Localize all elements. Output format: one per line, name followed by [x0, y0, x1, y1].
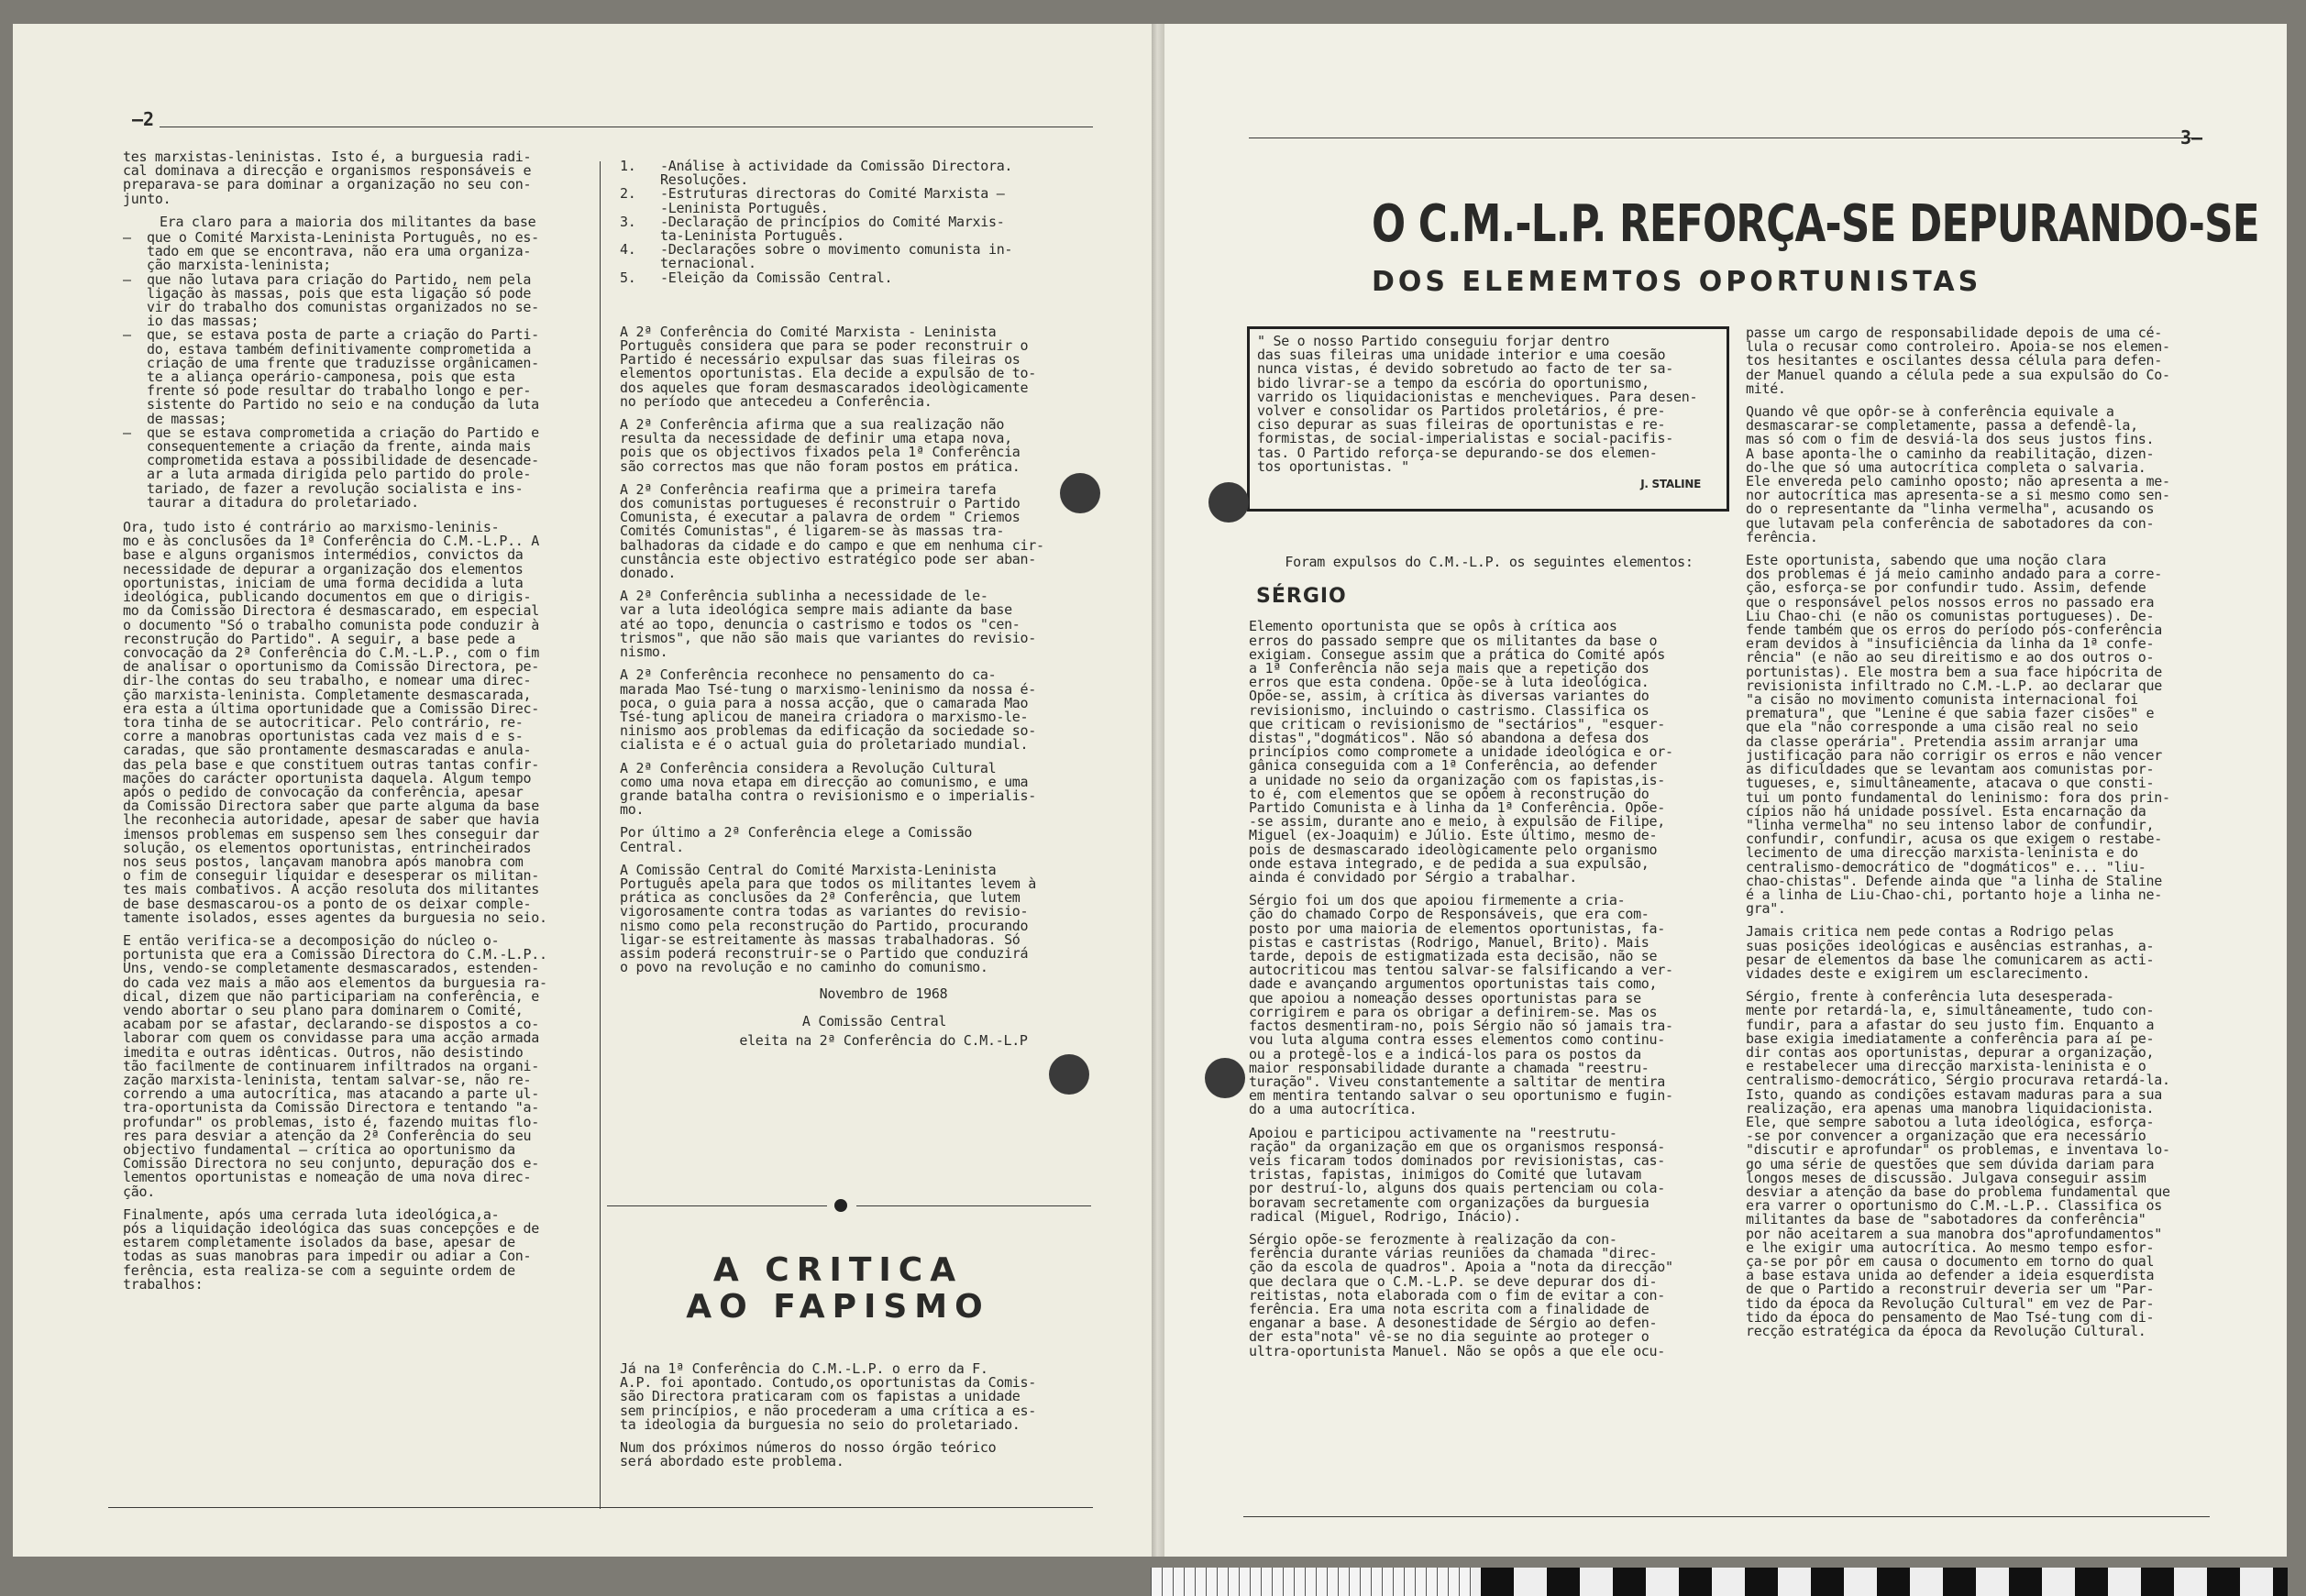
critica-body — [620, 1362, 1092, 1478]
list-item: — que, se estava posta de parte a criação do Parti- do, estava também definitivamente comprometida a criação de uma frente que traduzisse orgânicamen- te a aliança operário-camponesa, pois que esta frente só pode resultar do trabalho longo e per- sistente do Partido no seio e na condução da luta de massas; — [123, 326, 539, 427]
quote-text: " Se o nosso Partido conseguiu forjar dentro das suas fileiras uma unidade interior e uma coesão nunca vistas, é devido sobretudo ao facto de ter sa- bido livrar-se a tempo da escória do oportunismo, varrido os liquidacionistas e mencheviques. Para desen- volver e consolidar os Partidos proletários, é pre- ciso depurar as suas fileiras de oportunistas e re- formistas, de social-imperialistas e social-pacifis- tas. O Partido reforça-se depurando-se dos elemen- tos oportunistas. " — [1257, 333, 1698, 475]
paragraph: passe um cargo de responsabilidade depois de uma cé- lula o recusar como controleiro. Apoia-se nos elemen- tos hesitantes e oscilantes dessa célula para defen- der Manuel quando a célula pede a sua expulsão do Co- mité. — [1746, 325, 2170, 397]
paragraph: Ora, tudo isto é contrário ao marxismo-leninis- mo e às conclusões da 1ª Conferência do C.M.-L.P.. A base e alguns organismos intermédios, convictos da necessidade de depurar a organização dos elementos oportunistas, iniciam de uma forma decidida a luta ideológica, publicando documentos em que o dirigis- mo da Comissão Directora é desmascarado, em especial o documento "Só o trabalho comunista pode conduzir à reconstrução do Partido". A seguir, a base pede a convocação da 2ª Conferência do C.M.-L.P., com o fim de analisar o oportunismo da Comissão Directora, pe- dir-lhe contas do seu trabalho, e nomear uma direc- ção marxista-leninista. Completamente desmascarada, era esta a última oportunidade que a Comissão Direc- tora tinha de se autocriticar. Pelo contrário, re- corre a manobras oportunistas cada vez mais d e s- caradas, que são prontamente desmascaradas e anula- das pela base e que constituem outras tantas confir- mações do carácter oportunista daquela. Algum tempo após o pedido de convocação da conferência, apesar da Comissão Directora saber que parte alguma da base lhe reconhecia autoridade, apesar de saber que havia imensos problemas em suspenso sem lhes conseguir dar solução, os elementos oportunistas, entrincheirados nos seus postos, lançavam manobra após manobra com o fim de conseguir liquidar e desesperar os militan- tes mais combativos. A acção resoluta dos militantes de base desmascarou-os a ponto de os deixar comple- tamente isolados, esses agentes da burguesia no seio. — [123, 519, 547, 926]
divider-rule-right — [856, 1205, 1091, 1206]
paragraph: Jamais critica nem pede contas a Rodrigo pelas suas posições ideológicas e ausências estranhas, a- pesar de elementos da base lhe comunicarem as acti- vidades deste e exigirem um esclarecimento. — [1746, 923, 2155, 982]
list-item: 3. -Declaração de princípios do Comité Marxis- ta-Leninista Português. — [620, 213, 1005, 245]
paragraph: Num dos próximos números do nosso órgão teórico será abordado este problema. — [620, 1439, 997, 1470]
date: Novembro de 1968 — [819, 985, 948, 1003]
ruler-scale — [1151, 1568, 1472, 1596]
paragraph: tes marxistas-leninistas. Isto é, a burguesia radi- cal dominava a direcção e organismos responsáveis e preparava-se para dominar a organização no seu con- junto. — [123, 149, 532, 207]
critica-title: A CRITICA AO FAPISMO — [686, 1251, 990, 1326]
paragraph: Sérgio opõe-se ferozmente à realização da con- ferência durante várias reuniões da chamada "direc- ção da escola de quadros". Apoia a "nota da direcção" que declara que o C.M.-L.P. se deve depurar dos di- reitistas, nota elaborada com o fim de evitar a con- ferência. Era uma nota escrita com a finalidade de enganar a base. A desonestidade de Sérgio ao defen- der esta"nota" vê-se no dia seguinte ao proteger o ultra-oportunista Manuel. Não se opôs a que ele ocu- — [1249, 1230, 1673, 1359]
list-item: — que se estava comprometida a criação do Partido e consequentemente a criação da frente, ainda mais comprometida estava a possibilidade de desencade- ar a luta armada dirigida pelo partido do prole- tariado, de fazer a revolução socialista e ins- taurar a ditadura do proletariado. — [123, 424, 539, 511]
column-divider — [600, 161, 601, 1509]
page-number: —2 — [132, 108, 155, 130]
divider-dot — [834, 1199, 847, 1212]
paragraph: Sérgio, frente à conferência luta desesperada- mente por retardá-la, e, simultâneamente, tudo con- fundir, para a afastar do seu justo fim. Enquanto a base exigia imediatamente a conferência para aí pe- dir contas aos oportunistas, depurar a organização, e restabelecer uma direcção marxista-leninista e o centralismo-democrático, Sérgio procurava retardá-la. Isto, quando as condições estavam maduras para a sua realização, era apenas uma manobra liquidacionista. Ele, que sempre sabotou a luta ideológica, esforça- -se por convencer a organização que era necessário "discutir e aprofundar" os problemas, e inventava lo- go uma série de questões que sem dúvida dariam para longos meses de discussão. Julgava conseguir assim desviar a atenção da base do problema fundamental que era varrer o oportunismo do C.M.-L.P.. Classifica os militantes da base de "sabotadores da conferência" por não aceitarem a sua manobra dos"aprofundamentos" e lhe exigir uma autocrítica. Ao mesmo tempo esfor- ça-se por pôr em causa o documento em torno do qual a base estava unida ao defender a ideia esquerdista de que o Partido a reconstruir deveria ser um "Par- tido da época da Revolução Cultural" em vez de Par- tido da época do pensamento de Mao Tsé-tung com di- recção estratégica da época da Revolução Cultural. — [1746, 988, 2170, 1340]
paragraph: Este oportunista, sabendo que uma noção clara dos problemas é já meio caminho andado para a corre- ção, esforça-se por confundir tudo. Assim, defende que o responsável pelos nossos erros no passado era Liu Chao-chi (e não os comunistas portugueses). De- fende também que os erros do período pós-conferência eram devidos à "insuficiência da linha da 1ª confe- rência" (e não ao seu direitismo e ao dos outros o- portunistas). Ele mostra bem a sua face hipócrita de revisionista infiltrado no C.M.-L.P. ao declarar que "a cisão no movimento comunista internacional foi prematura", que "Lenine é que sabia fazer cisões" e que ela "não corresponde a uma cisão real no seio da classe operária". Pretendia assim arranjar uma justificação para não corrigir os erros e não vencer as dificuldades que se levantam aos comunistas por- tugueses, e, simultâneamente, atacava o que consti- tui um ponto fundamental do leninismo: fora dos prin- cípios não há unidade possível. Esta encarnação da "linha vermelha" no seu intenso labor de confundir, confundir, confundir, acusa os que exigem o restabe- lecimento de uma direcção marxista-leninista e do centralismo-democrático de "dogmáticos" e... "liu- chao-chistas". Defende ainda que "a linha de Staline é a linha de Liu-Chao-chi, portanto hoje a linha ne- gra". — [1746, 552, 2170, 918]
list-item: 2. -Estruturas directoras do Comité Marxista — -Leninista Português. — [620, 185, 1005, 216]
quote-box — [1247, 326, 1729, 512]
paragraph: Apoiou e participou activamente na "reestrutu- ração" da organização em que os organismos responsá- veis ficaram todos dominados por revisionistas, cas- tristas, fapistas, inimigos do Comité que lutavam por destruí-lo, alguns dos quais pertenciam ou cola- boravam secretamente com organizações da burguesia radical (Miguel, Rodrigo, Inácio). — [1249, 1124, 1666, 1225]
left-column-2 — [620, 160, 1092, 1048]
signature-line-1: A Comissão Central — [801, 1012, 947, 1029]
punch-hole — [1205, 1058, 1245, 1098]
scale-ruler — [1151, 1568, 2288, 1596]
paragraph: Já na 1ª Conferência do C.M.-L.P. o erro da F. A.P. foi apontado. Contudo,os oportunistas da Comis- são Directora praticaram com os fapistas a unidade sem princípios, e não procederam a uma crítica a es- ta ideologia da burguesia no seio do proletariado. — [620, 1360, 1037, 1433]
section-heading: SÉRGIO — [1256, 585, 1347, 609]
punch-hole — [1060, 473, 1100, 513]
paragraph: A 2ª Conferência afirma que a sua realização não resulta da necessidade de definir uma etapa nova, pois que os objectivos fixados pela 1ª Conferência são correctos mas que não foram postos em prática. — [620, 416, 1021, 475]
paragraph: A 2ª Conferência do Comité Marxista - Leninista Português considera que para se poder reconstruir o Partido é necessário expulsar das suas fileiras os elementos oportunistas. Ela decide a expulsão de to- dos aqueles que foram desmascarados ideològicamente no período que antecedeu a Conferência. — [620, 323, 1037, 410]
footer-rule — [108, 1507, 1093, 1508]
paragraph: A 2ª Conferência reconhece no pensamento do ca- marada Mao Tsé-tung o marxismo-leninismo da nossa é- poca, o guia para a nossa acção, que o camarada Mao Tsé-tung aplicou de maneira criadora o marxismo-le- ninismo aos problemas da edificação da sociedade so- cialista e é o actual guia do proletariado mundial. — [620, 666, 1037, 754]
right-page — [1164, 24, 2287, 1557]
quote-author: J. STALINE — [1640, 478, 1701, 491]
punch-hole — [1208, 482, 1249, 523]
intro-line: Foram expulsos do C.M.-L.P. os seguintes elementos: — [1285, 554, 1694, 570]
sub-title: DOS ELEMEMTOS OPORTUNISTAS — [1372, 266, 1982, 298]
paragraph: Quando vê que opôr-se à conferência equivale a desmascarar-se completamente, passa a defendê-la, mas só com o fim de desviá-la dos seus justos fins. A base aponta-lhe o caminho da reabilitação, dizen- do-lhe que só uma autocrítica completa o salvaria. Ele enveredа pelo caminho oposto; não apresenta a me- nor autocrítica mas apresenta-se a si mesmo como sen- do o representante da "linha vermelha", acusando os que lutavam pela conferência de sabotadores da con- ferência. — [1746, 403, 2170, 545]
paragraph: A Comissão Central do Comité Marxista-Leninista Português apela para que todos os militantes levem à prática as conclusões da 2ª Conferência, que lutem vigorosamente contra todas as variantes do revisio- nismo como pela reconstrução do Partido, procurando ligar-se estreitamente às massas trabalhadoras. Só assim poderá reconstruir-se o Partido que conduzirá o povo na revolução e no caminho do comunismo. — [620, 861, 1037, 976]
main-title: O C.M.-L.P. REFORÇA-SE DEPURANDO-SE — [1372, 194, 2259, 254]
signature-line-2: eleita na 2ª Conferência do C.M.-L.P — [739, 1031, 1028, 1049]
punch-hole — [1049, 1054, 1089, 1095]
list-item: — que o Comité Marxista-Leninista Português, no es- tado em que se encontrava, não era uma organiza- ção marxista-leninista; — [123, 229, 539, 274]
paragraph: Sérgio foi um dos que apoiou firmemente a cria- ção do chamado Corpo de Responsáveis, que era com- posto por uma maioria de elementos oportunistas, fa- pistas e castristas (Rodrigo, Manuel, Brito). Mais tarde, depois de estigmatizada esta decisão, não se autocriticou mas tentou salvar-se falsificando a ver- dade e avançando argumentos oportunistas tais como, que apoiou a nomeação desses oportunistas para se corrigirem e para os obrigar a definirem-se. Mas os factos desmentiram-no, pois Sérgio não só jamais tra- vou luta alguma contra esses elementos como continu- ou a protegê-los e a indicá-los para os postos da maior responsabilidade durante a chamada "reestru- turação". Viveu constantemente a saltitar de mentira em mentira tentando salvar o seu oportunismo e fugin- do a uma autocrítica. — [1249, 892, 1673, 1118]
paragraph: Era claro para a maioria dos militantes da base — [160, 213, 536, 230]
agenda-list — [620, 160, 1092, 285]
footer-rule — [1243, 1516, 2210, 1517]
paragraph: Finalmente, após uma cerrada luta ideológica,a- pós a liquidação ideológica das suas concepções e de estarem completamente isolados da base, apesar de todas as suas manobras para impedir ou adiar a Con- ferência, esta realiza-se com a seguinte ordem de trabalhos: — [123, 1205, 540, 1293]
paragraph: Por último a 2ª Conferência elege a Comissão Central. — [620, 824, 973, 855]
right-column-2 — [1746, 326, 2219, 1348]
paragraph: Elemento oportunista que se opôs à crítica aos erros do passado sempre que os militantes da base o exigiam. Consegue assim que a prática do Comité após a 1ª Conferência não seja mais que a repetição dos erros que esta condena. Opõe-se à luta ideológica. Opõe-se, assim, à crítica às diversas variantes do revisionismo, incluindo o castrismo. Classifica os que criticam o revisionismo de "sectários", "esquer- distas","dogmáticos". Não só abandona a defesa dos princípios como compromete a unidade ideológica e or- gânica conseguida com a 1ª Conferência, ao defender a unidade no seio da organização com os fapistas,is- to é, com elementos que se opõem à reconstrução do Partido Comunista e à linha da 1ª Conferência. Opõe- -se assim, durante ano e meio, à expulsão de Filipe, Miguel (ex-Joaquim) e Júlio. Este último, mesmo de- pois de desmascarado ideològicamente pelo organismo onde estava integrado, e de pedida a sua expulsão, ainda é convidado por Sérgio a trabalhar. — [1249, 618, 1673, 886]
list-item: 1. -Análise à actividade da Comissão Directora. Resoluções. — [620, 158, 1013, 189]
left-page — [13, 24, 1152, 1557]
page-number: 3— — [2180, 127, 2203, 149]
left-column-1 — [123, 150, 600, 1301]
right-column-1 — [1249, 556, 1729, 1368]
list-item: — que não lutava para criação do Partido, nem pela ligação às massas, pois que esta ligação só pode vir do trabalho dos comunistas organizados no se- io das massas; — [123, 270, 539, 330]
paragraph: E então verifica-se a decomposição do núcleo o- portunista que era a Comissão Directora do C.M.-L.P.. Uns, vendo-se completamente desmascarados, estenden- do cada vez mais a mão aos elementos da burguesia ra- dical, dizem que não participariam na conferência, e vendo abortar o seu plano para dominarem o Comité, acabam por se afastar, declarando-se dispostos a co- laborar com quem os convidasse para uma acção armada imedita e outras idênticas. Outros, não desistindo tão facilmente de continuarem infiltrados na organi- zação marxista-leninista, tentam salvar-se, não re- correndo a uma autocrítica, mas atacando a parte ul- tra-oportunista da Comissão Directora e tentando "a- profundar" os problemas, isto é, fazendo muitas flo- res para desviar a atenção da 2ª Conferência do seu objectivo fundamental — crítica ao oportunismo da Comissão Directora no seu conjunto, depuração dos e- lementos oportunistas e nomeação de uma nova direc- ção. — [123, 931, 547, 1200]
list-item: 4. -Declarações sobre o movimento comunista in- ternacional. — [620, 241, 1013, 272]
paragraph: A 2ª Conferência reafirma que a primeira tarefa dos comunistas portugueses é reconstruir o Partido Comunista, é executar a palavra de ordem " Criemos Comités Comunistas", é ligarem-se às massas tra- balhadoras da cidade e do campo e que em nenhuma cir- cunstância este objectivo estratégico pode ser aban- donado. — [620, 480, 1044, 582]
paragraph: A 2ª Conferência sublinha a necessidade de le- var a luta ideológica sempre mais adiante da base até ao topo, denuncia o castrismo e todos os "cen- trismos", que não são mais que variantes do revisio- nismo. — [620, 588, 1037, 661]
page-fold — [1152, 24, 1164, 1557]
divider-rule-left — [607, 1205, 827, 1206]
dash-list — [123, 231, 600, 510]
list-item: 5. -Eleição da Comissão Central. — [620, 269, 893, 286]
paragraph: A 2ª Conferência considera a Revolução Cultural como uma nova etapa em direcção ao comunismo, e uma grande batalha contra o revisionismo e o imperialis- mo. — [620, 759, 1037, 819]
